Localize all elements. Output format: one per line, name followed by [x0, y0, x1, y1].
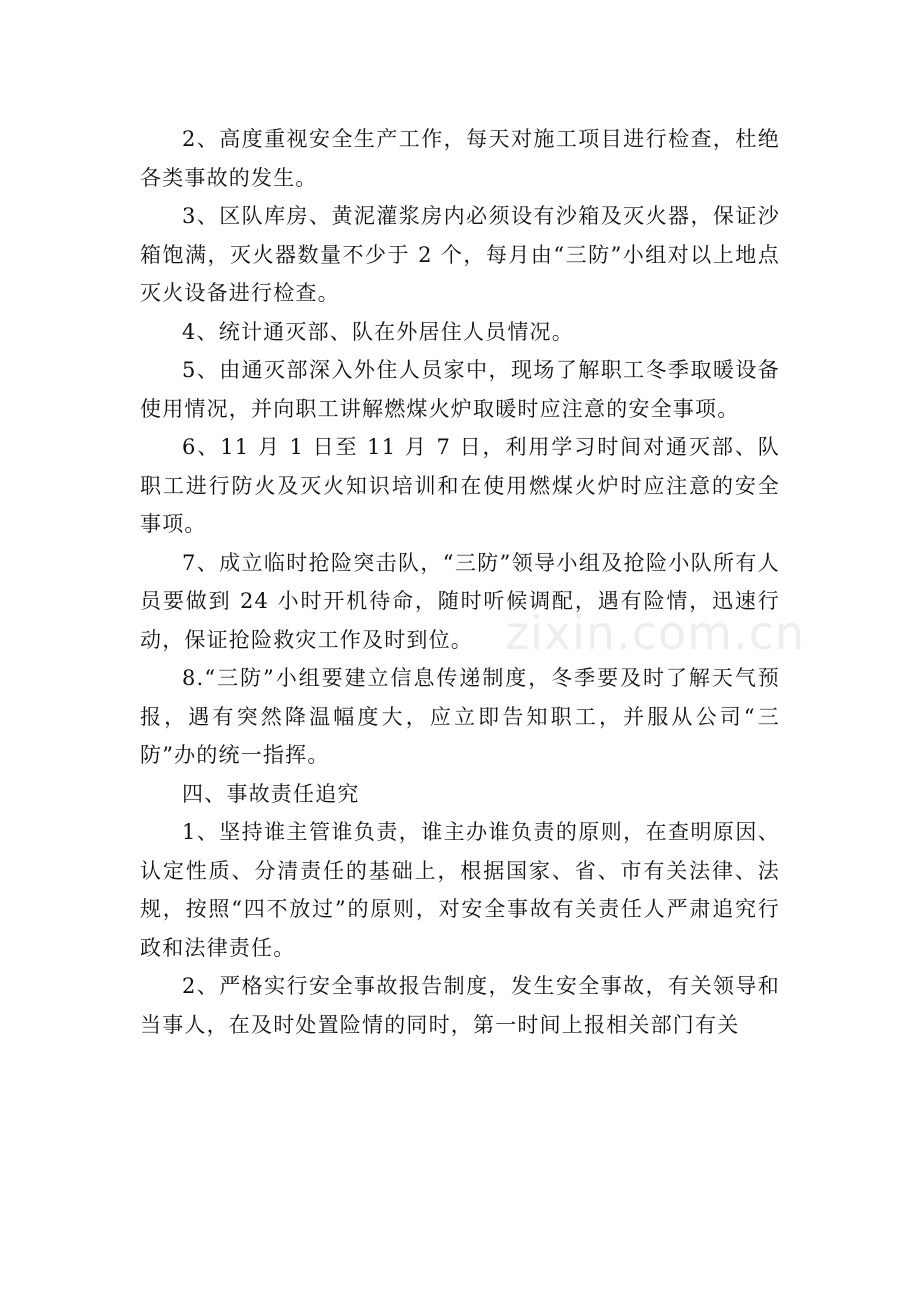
paragraph-item-6: 6、11 月 1 日至 11 月 7 日，利用学习时间对通灭部、队职工进行防火及灭火知识培训和在使用燃煤火炉时应注意的安全事项。 — [140, 435, 780, 536]
paragraph-item-2: 2、高度重视安全生产工作，每天对施工项目进行检查，杜绝各类事故的发生。 — [140, 127, 780, 190]
paragraph-item-3: 3、区队库房、黄泥灌浆房内必须设有沙箱及灭火器，保证沙箱饱满，灭火器数量不少于 2 个，每月由“三防”小组对以上地点灭火设备进行检查。 — [140, 204, 780, 305]
paragraph-item-5: 5、由通灭部深入外住人员家中，现场了解职工冬季取暖设备使用情况，并向职工讲解燃煤火炉取暖时应注意的安全事项。 — [140, 358, 780, 421]
paragraph-item-8: 8.“三防”小组要建立信息传递制度，冬季要及时了解天气预报，遇有突然降温幅度大，应立即告知职工，并服从公司“三防”办的统一指挥。 — [140, 666, 780, 767]
document-body — [140, 120, 780, 1044]
paragraph-accountability-2: 2、严格实行安全事故报告制度，发生安全事故，有关领导和当事人，在及时处置险情的同时，第一时间上报相关部门有关 — [140, 974, 780, 1037]
paragraph-accountability-1: 1、坚持谁主管谁负责，谁主办谁负责的原则，在查明原因、认定性质、分清责任的基础上，根据国家、省、市有关法律、法规，按照“四不放过”的原则，对安全事故有关责任人严肃追究行政和法律责任。 — [140, 820, 780, 960]
watermark-text: zixin.com.cn — [505, 606, 806, 660]
paragraph-item-4: 4、统计通灭部、队在外居住人员情况。 — [182, 319, 574, 344]
paragraph-item-7: 7、成立临时抢险突击队，“三防”领导小组及抢险小队所有人员要做到 24 小时开机待命，随时听候调配，遇有险情，迅速行动，保证抢险救灾工作及时到位。 — [140, 550, 780, 652]
section-heading-accountability: 四、事故责任追究 — [182, 781, 360, 806]
